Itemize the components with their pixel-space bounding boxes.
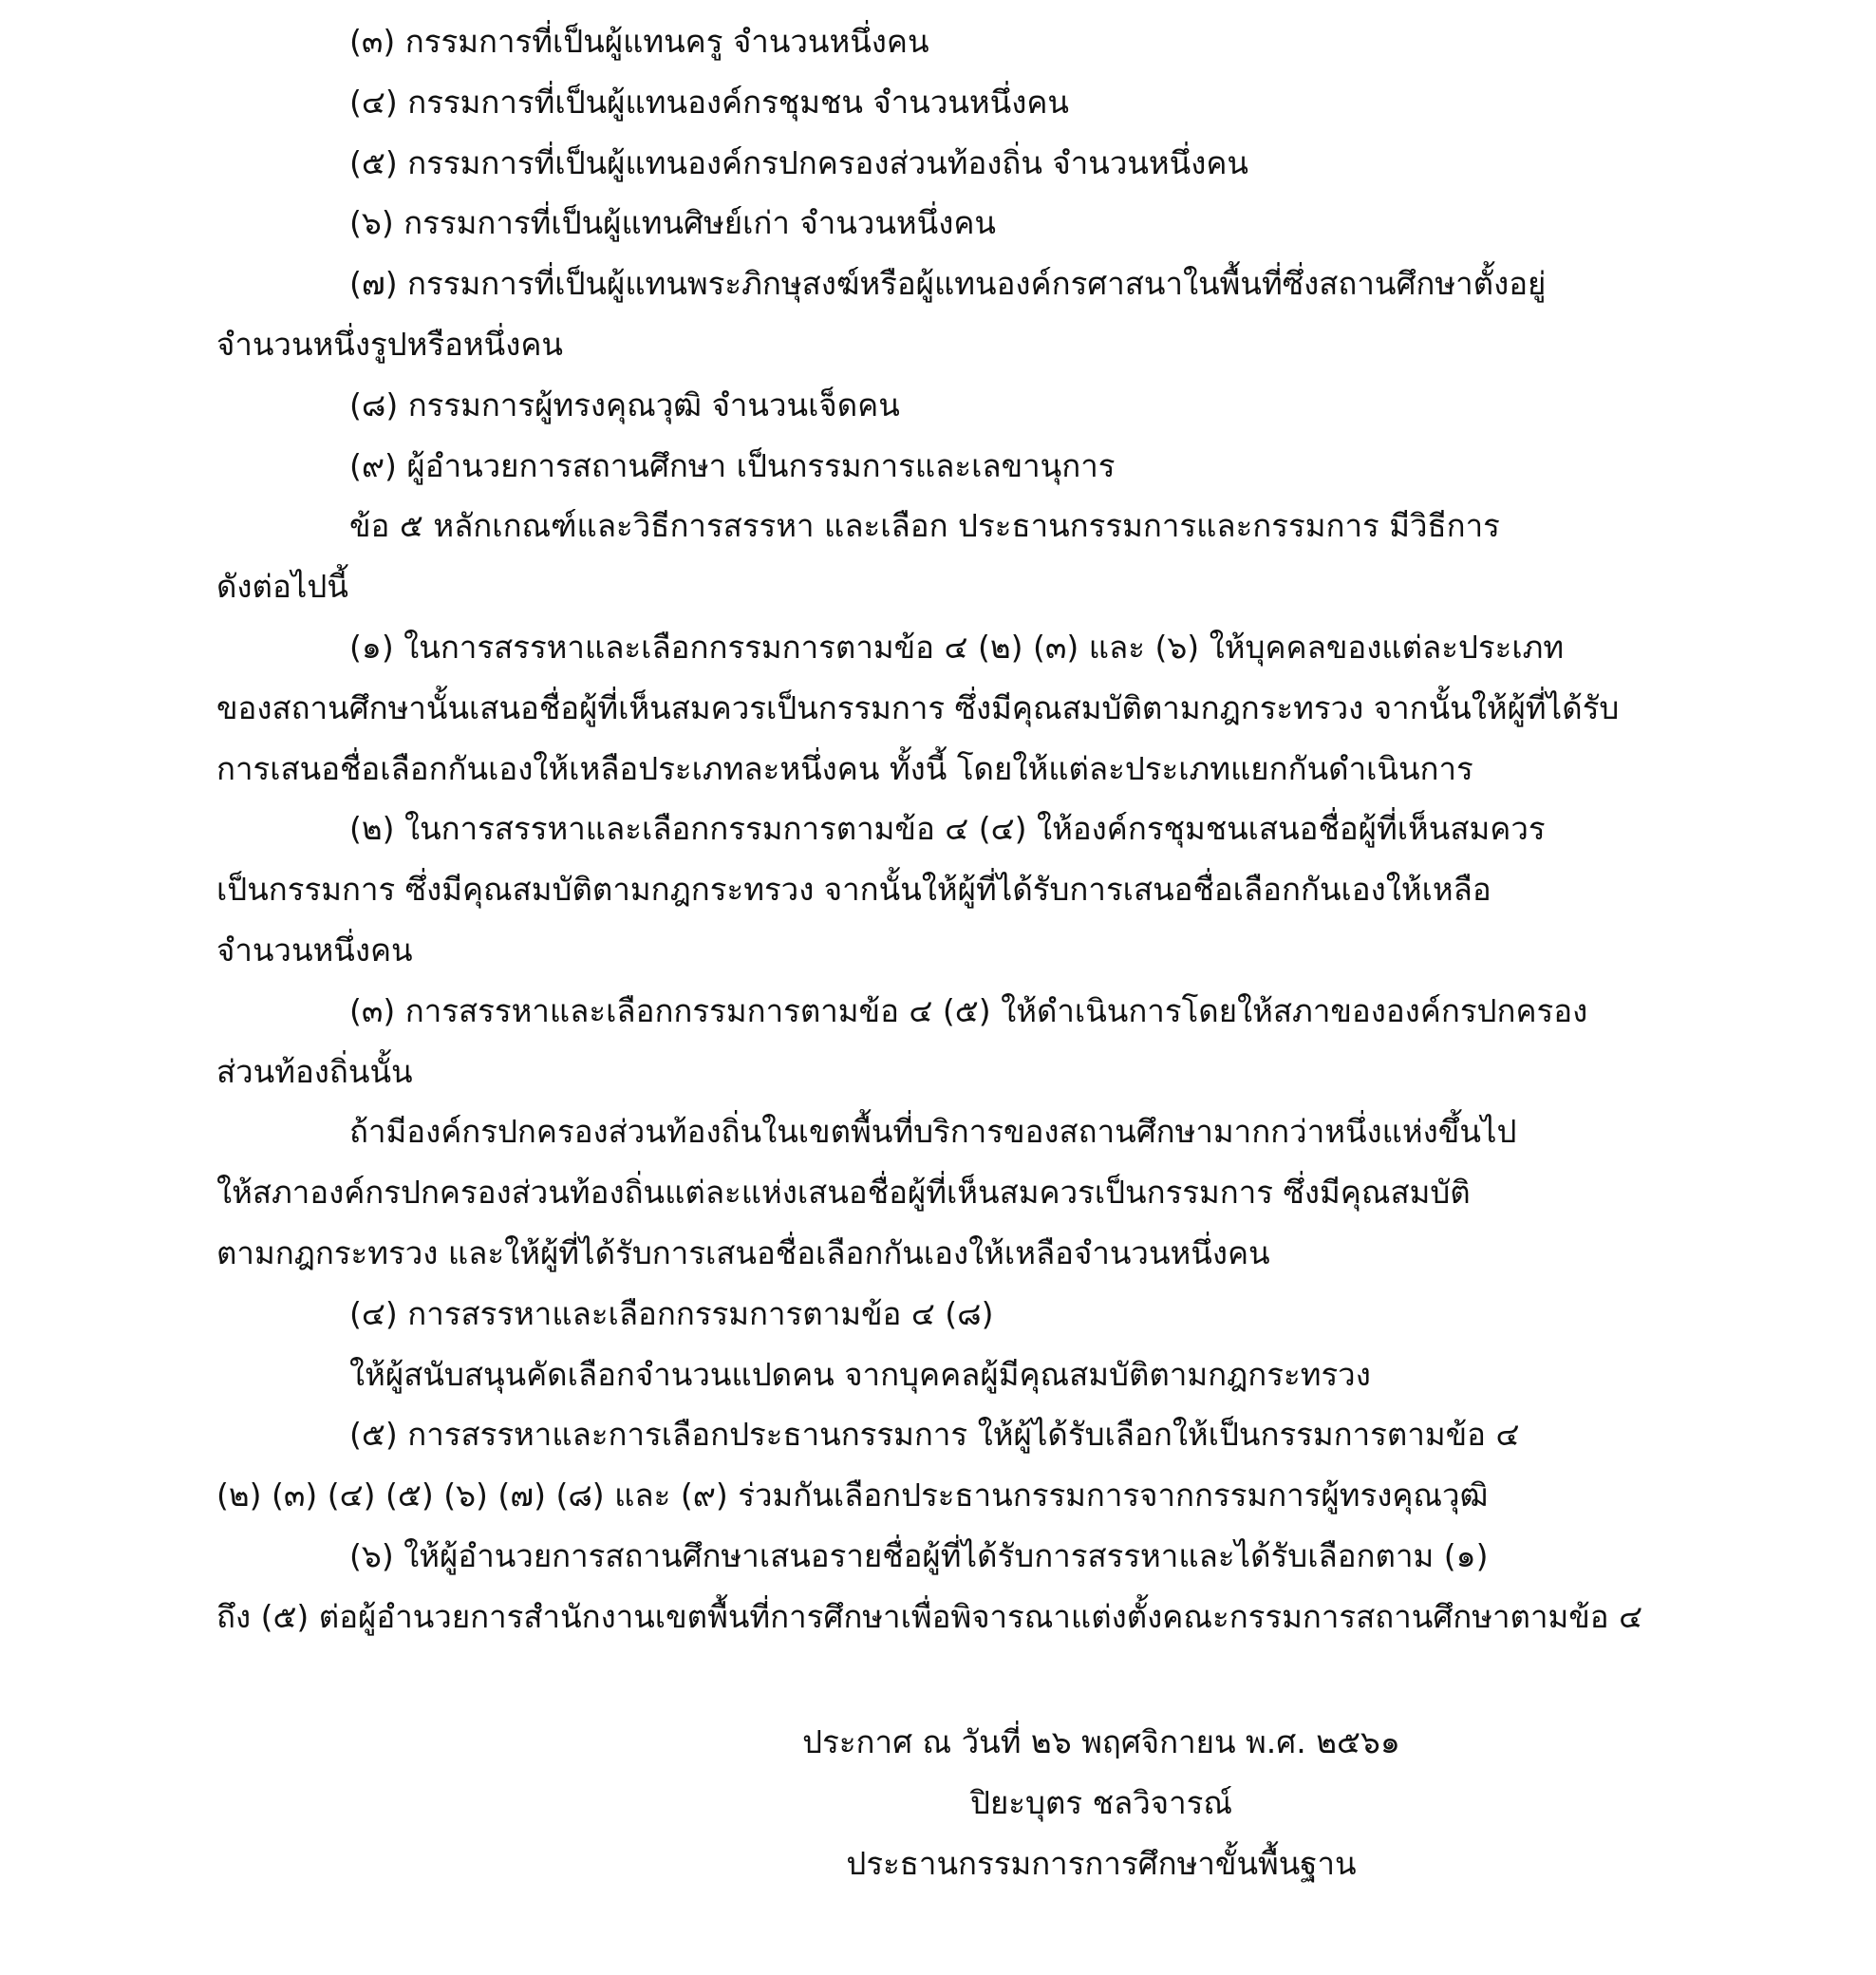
paragraph-line: (๔) การสรรหาและเลือกกรรมการตามข้อ ๔ (๘) — [349, 1294, 994, 1332]
paragraph-line: ของสถานศึกษานั้นเสนอชื่อผู้ที่เห็นสมควรเป็นกรรมการ ซึ่งมีคุณสมบัติตามกฎกระทรวง จากนั้นให้ผู้ที่ได้รับ — [216, 688, 1620, 726]
paragraph-line: ให้สภาองค์กรปกครองส่วนท้องถิ่นแต่ละแห่งเสนอชื่อผู้ที่เห็นสมควรเป็นกรรมการ ซึ่งมีคุณสมบัติ — [216, 1174, 1471, 1212]
paragraph-line: ส่วนท้องถิ่นนั้น — [216, 1052, 413, 1090]
document-body — [216, 11, 1661, 1647]
paragraph-line: (๕) การสรรหาและการเลือกประธานกรรมการ ให้ผู้ได้รับเลือกให้เป็นกรรมการตามข้อ ๔ — [349, 1416, 1520, 1454]
item-line: (๕) กรรมการที่เป็นผู้แทนองค์กรปกครองส่วนท้องถิ่น จำนวนหนึ่งคน — [349, 143, 1248, 181]
paragraph-line: (๑) ในการสรรหาและเลือกกรรมการตามข้อ ๔ (๒) (๓) และ (๖) ให้บุคคลของแต่ละประเภท — [349, 628, 1565, 666]
item-line: (๗) กรรมการที่เป็นผู้แทนพระภิกษุสงฆ์หรือผู้แทนองค์กรศาสนาในพื้นที่ซึ่งสถานศึกษาตั้งอยู่ — [349, 265, 1547, 303]
paragraph-line: (๒) (๓) (๔) (๕) (๖) (๗) (๘) และ (๙) ร่วมกันเลือกประธานกรรมการจากกรรมการผู้ทรงคุณวุฒิ — [216, 1477, 1489, 1514]
paragraph-line: ถ้ามีองค์กรปกครองส่วนท้องถิ่นในเขตพื้นที่บริการของสถานศึกษามากกว่าหนึ่งแห่งขึ้นไป — [349, 1113, 1517, 1151]
paragraph-line: ถึง (๕) ต่อผู้อำนวยการสำนักงานเขตพื้นที่การศึกษาเพื่อพิจารณาแต่งตั้งคณะกรรมการสถานศึกษาตามข้อ ๔ — [216, 1597, 1643, 1635]
item-line: (๓) กรรมการที่เป็นผู้แทนครู จำนวนหนึ่งคน — [349, 23, 929, 60]
announcement-date: ประกาศ ณ วันที่ ๒๖ พฤศจิกายน พ.ศ. ๒๕๖๑ — [802, 1723, 1400, 1760]
signatory-name: ปิยะบุตร ชลวิจารณ์ — [970, 1784, 1232, 1821]
item-line-continuation: จำนวนหนึ่งรูปหรือหนึ่งคน — [216, 325, 563, 363]
item-line: (๙) ผู้อำนวยการสถานศึกษา เป็นกรรมการและเลขานุการ — [349, 446, 1116, 484]
paragraph-line: ให้ผู้สนับสนุนคัดเลือกจำนวนแปดคน จากบุคคลผู้มีคุณสมบัติตามกฎกระทรวง — [349, 1355, 1371, 1393]
paragraph-line: (๒) ในการสรรหาและเลือกกรรมการตามข้อ ๔ (๔) ให้องค์กรชุมชนเสนอชื่อผู้ที่เห็นสมควร — [349, 810, 1546, 848]
paragraph-line: จำนวนหนึ่งคน — [216, 931, 413, 969]
paragraph-line: (๖) ให้ผู้อำนวยการสถานศึกษาเสนอรายชื่อผู้ที่ได้รับการสรรหาและได้รับเลือกตาม (๑) — [349, 1536, 1489, 1574]
item-line: (๖) กรรมการที่เป็นผู้แทนศิษย์เก่า จำนวนหนึ่งคน — [349, 204, 996, 242]
clause-heading: ข้อ ๕ หลักเกณฑ์และวิธีการสรรหา และเลือก ประธานกรรมการและกรรมการ มีวิธีการ — [349, 507, 1500, 545]
clause-heading-continuation: ดังต่อไปนี้ — [216, 568, 348, 606]
paragraph-line: การเสนอชื่อเลือกกันเองให้เหลือประเภทละหนึ่งคน ทั้งนี้ โดยให้แต่ละประเภทแยกกันดำเนินการ — [216, 749, 1473, 787]
item-line: (๘) กรรมการผู้ทรงคุณวุฒิ จำนวนเจ็ดคน — [349, 386, 900, 423]
paragraph-line: เป็นกรรมการ ซึ่งมีคุณสมบัติตามกฎกระทรวง จากนั้นให้ผู้ที่ได้รับการเสนอชื่อเลือกกันเองให้เหลือ — [216, 871, 1491, 909]
paragraph-line: (๓) การสรรหาและเลือกกรรมการตามข้อ ๔ (๕) ให้ดำเนินการโดยให้สภาขององค์กรปกครอง — [349, 991, 1588, 1029]
signature-block — [722, 1712, 1481, 1894]
paragraph-line: ตามกฎกระทรวง และให้ผู้ที่ได้รับการเสนอชื่อเลือกกันเองให้เหลือจำนวนหนึ่งคน — [216, 1233, 1270, 1271]
item-line: (๔) กรรมการที่เป็นผู้แทนองค์กรชุมชน จำนวนหนึ่งคน — [349, 83, 1069, 121]
signatory-position: ประธานกรรมการการศึกษาขั้นพื้นฐาน — [846, 1845, 1357, 1882]
